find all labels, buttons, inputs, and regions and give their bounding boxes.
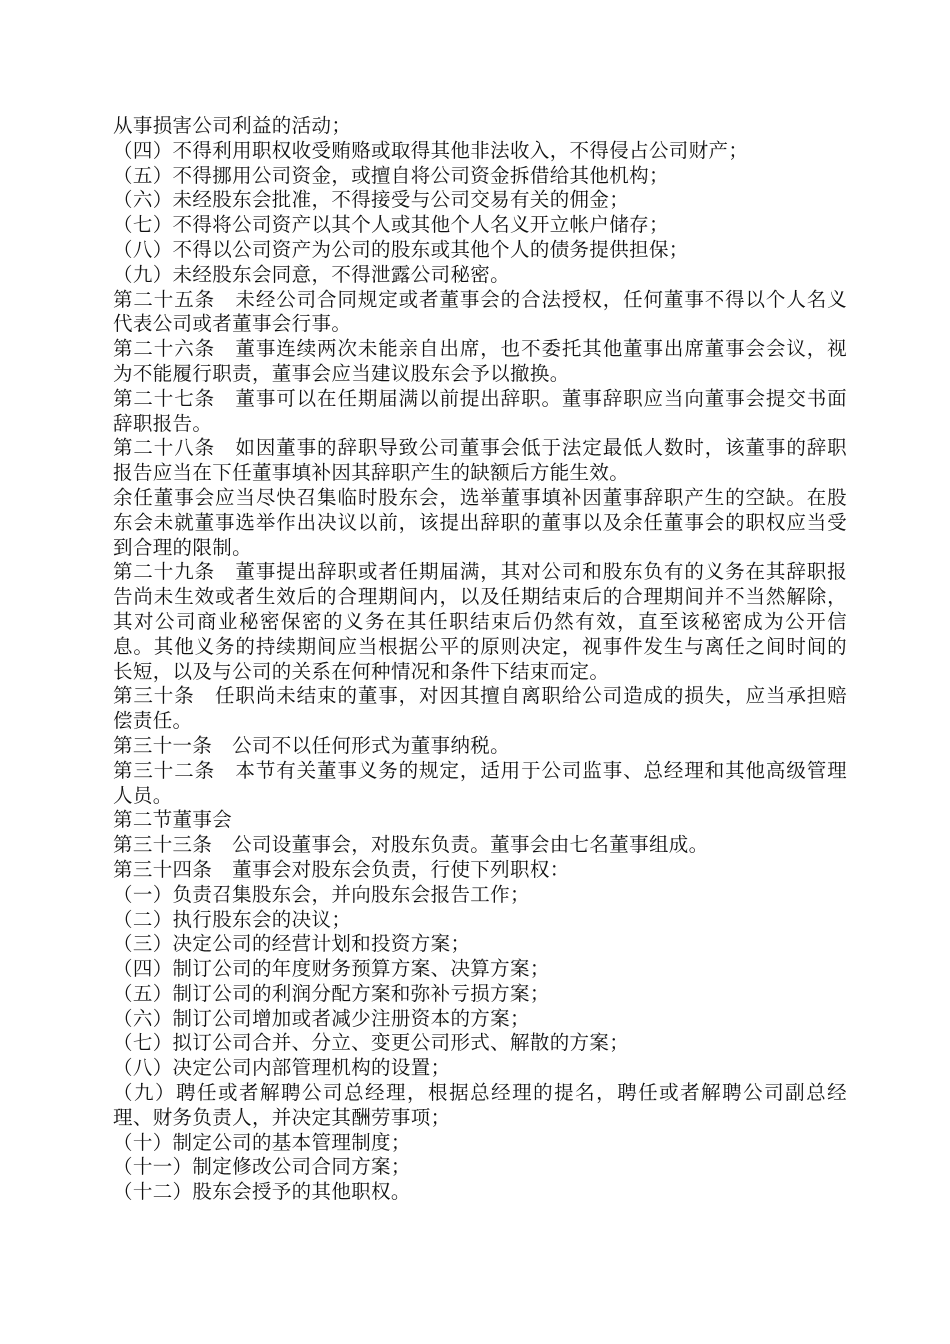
list-item: （十一）制定修改公司合同方案； (113, 1155, 411, 1179)
article-32: 第三十二条 本节有关董事义务的规定，适用于公司监事、总经理和其他高级管理人员。 (113, 758, 847, 807)
article-29: 第二十九条 董事提出辞职或者任期届满，其对公司和股东负有的义务在其辞职报告尚未生效或者生效后的合理期间内，以及任期结束后的合理期间并不当然解除，其对公司商业秘密保密的义务在其任职结束后仍然有效，直至该秘密成为公开信息。其他义务的持续期间应当根据公平的原则决定，视事件发生与离任之间时间的长短，以及与公司的关系在何种情况和条件下结束而定。 (113, 560, 847, 683)
list-item: （六）制订公司增加或者减少注册资本的方案； (113, 1006, 530, 1030)
article-30: 第三十条 任职尚未结束的董事，对因其擅自离职给公司造成的损失，应当承担赔偿责任。 (113, 684, 847, 733)
paragraph: （五）不得挪用公司资金，或擅自将公司资金拆借给其他机构； (113, 163, 669, 187)
article-25: 第二十五条 未经公司合同规定或者董事会的合法授权，任何董事不得以个人名义代表公司或者董事会行事。 (113, 287, 847, 336)
paragraph: 余任董事会应当尽快召集临时股东会，选举董事填补因董事辞职产生的空缺。在股东会未就董事选举作出决议以前，该提出辞职的董事以及余任董事会的职权应当受到合理的限制。 (113, 485, 847, 559)
article-28: 第二十八条 如因董事的辞职导致公司董事会低于法定最低人数时，该董事的辞职报告应当在下任董事填补因其辞职产生的缺额后方能生效。 (113, 436, 847, 485)
article-34: 第三十四条 董事会对股东会负责，行使下列职权： (113, 857, 570, 881)
paragraph: （七）不得将公司资产以其个人或其他个人名义开立帐户储存； (113, 213, 669, 237)
list-item: （四）制订公司的年度财务预算方案、决算方案； (113, 957, 550, 981)
article-27: 第二十七条 董事可以在任期届满以前提出辞职。董事辞职应当向董事会提交书面辞职报告。 (113, 386, 847, 435)
list-item: （九）聘任或者解聘公司总经理，根据总经理的提名，聘任或者解聘公司副总经理、财务负责人，并决定其酬劳事项； (113, 1081, 847, 1129)
list-item: （八）决定公司内部管理机构的设置； (113, 1056, 451, 1080)
article-26: 第二十六条 董事连续两次未能亲自出席，也不委托其他董事出席董事会会议，视为不能履行职责，董事会应当建议股东会予以撤换。 (113, 337, 847, 385)
list-item: （七）拟订公司合并、分立、变更公司形式、解散的方案； (113, 1031, 630, 1055)
list-item: （三）决定公司的经营计划和投资方案； (113, 932, 471, 956)
section-heading: 第二节董事会 (113, 808, 233, 832)
paragraph: （八）不得以公司资产为公司的股东或其他个人的债务提供担保； (113, 237, 689, 261)
list-item: （二）执行股东会的决议； (113, 907, 352, 931)
list-item: （十二）股东会授予的其他职权。 (113, 1180, 411, 1204)
paragraph: 从事损害公司利益的活动； (113, 114, 352, 137)
article-33: 第三十三条 公司设董事会，对股东负责。董事会由七名董事组成。 (113, 833, 709, 857)
paragraph: （九）未经股东会同意，不得泄露公司秘密。 (113, 262, 511, 286)
paragraph: （六）未经股东会批准，不得接受与公司交易有关的佣金； (113, 188, 630, 212)
list-item: （十）制定公司的基本管理制度； (113, 1130, 411, 1154)
article-31: 第三十一条 公司不以任何形式为董事纳税。 (113, 733, 511, 757)
paragraph: （四）不得利用职权收受贿赂或取得其他非法收入，不得侵占公司财产； (113, 138, 749, 162)
list-item: （一）负责召集股东会，并向股东会报告工作； (113, 882, 530, 906)
list-item: （五）制订公司的利润分配方案和弥补亏损方案； (113, 981, 550, 1005)
document-page (113, 114, 847, 1205)
